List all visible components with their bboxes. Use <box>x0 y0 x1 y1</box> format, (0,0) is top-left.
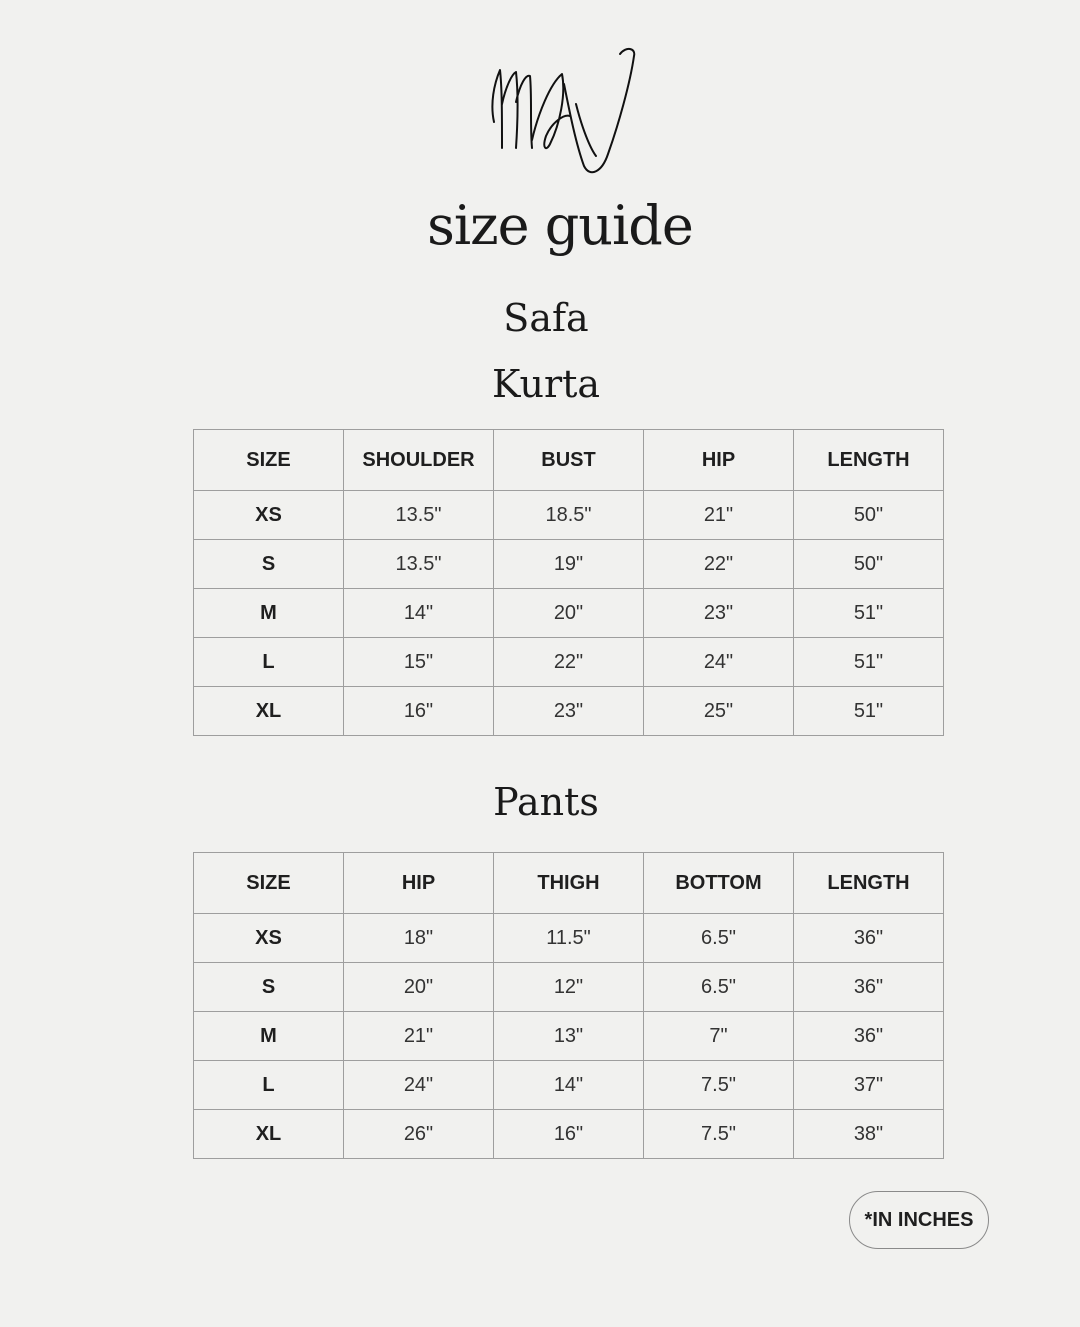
table-cell: 37" <box>794 1061 944 1110</box>
table-cell: 25" <box>644 687 794 736</box>
table-header-row <box>194 430 944 491</box>
table-row <box>194 963 944 1012</box>
column-header: HIP <box>644 430 794 491</box>
table-cell: 50" <box>794 491 944 540</box>
kurta-size-table <box>193 429 944 736</box>
table-cell: 14" <box>344 589 494 638</box>
size-cell: M <box>194 589 344 638</box>
column-header: HIP <box>344 853 494 914</box>
column-header: LENGTH <box>794 853 944 914</box>
size-cell: XS <box>194 914 344 963</box>
table-cell: 51" <box>794 638 944 687</box>
size-cell: XL <box>194 1110 344 1159</box>
table-cell: 50" <box>794 540 944 589</box>
size-cell: S <box>194 963 344 1012</box>
table-cell: 26" <box>344 1110 494 1159</box>
table-cell: 13" <box>494 1012 644 1061</box>
table-cell: 13.5" <box>344 540 494 589</box>
size-cell: XS <box>194 491 344 540</box>
table-cell: 24" <box>344 1061 494 1110</box>
column-header: LENGTH <box>794 430 944 491</box>
table-row <box>194 540 944 589</box>
table-cell: 36" <box>794 963 944 1012</box>
table-cell: 23" <box>494 687 644 736</box>
table-cell: 23" <box>644 589 794 638</box>
table-cell: 20" <box>344 963 494 1012</box>
table-row <box>194 914 944 963</box>
column-header: BUST <box>494 430 644 491</box>
table-cell: 21" <box>344 1012 494 1061</box>
pants-size-table <box>193 852 944 1159</box>
table-cell: 11.5" <box>494 914 644 963</box>
pants-heading: Pants <box>493 780 599 824</box>
column-header: BOTTOM <box>644 853 794 914</box>
table-cell: 16" <box>494 1110 644 1159</box>
size-cell: L <box>194 638 344 687</box>
table-cell: 22" <box>644 540 794 589</box>
table-cell: 15" <box>344 638 494 687</box>
table-row <box>194 1061 944 1110</box>
table-cell: 20" <box>494 589 644 638</box>
kurta-heading: Kurta <box>491 362 601 406</box>
table-cell: 19" <box>494 540 644 589</box>
size-cell: M <box>194 1012 344 1061</box>
table-cell: 18.5" <box>494 491 644 540</box>
column-header: SIZE <box>194 430 344 491</box>
size-cell: L <box>194 1061 344 1110</box>
table-cell: 12" <box>494 963 644 1012</box>
table-cell: 38" <box>794 1110 944 1159</box>
units-note-badge: *IN INCHES <box>849 1191 989 1249</box>
table-cell: 13.5" <box>344 491 494 540</box>
column-header: SIZE <box>194 853 344 914</box>
table-row <box>194 1110 944 1159</box>
table-cell: 36" <box>794 1012 944 1061</box>
table-cell: 18" <box>344 914 494 963</box>
table-cell: 24" <box>644 638 794 687</box>
table-cell: 51" <box>794 687 944 736</box>
page-title: size guide <box>427 194 693 257</box>
size-cell: S <box>194 540 344 589</box>
collection-name: Safa <box>503 296 589 340</box>
column-header: SHOULDER <box>344 430 494 491</box>
size-cell: XL <box>194 687 344 736</box>
script-monogram-logo-icon <box>480 44 650 179</box>
table-header-row <box>194 853 944 914</box>
table-cell: 7.5" <box>644 1110 794 1159</box>
table-cell: 7.5" <box>644 1061 794 1110</box>
table-row <box>194 491 944 540</box>
table-row <box>194 638 944 687</box>
table-cell: 36" <box>794 914 944 963</box>
table-cell: 16" <box>344 687 494 736</box>
table-cell: 6.5" <box>644 963 794 1012</box>
table-row <box>194 589 944 638</box>
table-cell: 7" <box>644 1012 794 1061</box>
table-cell: 51" <box>794 589 944 638</box>
table-cell: 14" <box>494 1061 644 1110</box>
table-cell: 6.5" <box>644 914 794 963</box>
table-row <box>194 1012 944 1061</box>
table-cell: 21" <box>644 491 794 540</box>
table-row <box>194 687 944 736</box>
table-cell: 22" <box>494 638 644 687</box>
column-header: THIGH <box>494 853 644 914</box>
